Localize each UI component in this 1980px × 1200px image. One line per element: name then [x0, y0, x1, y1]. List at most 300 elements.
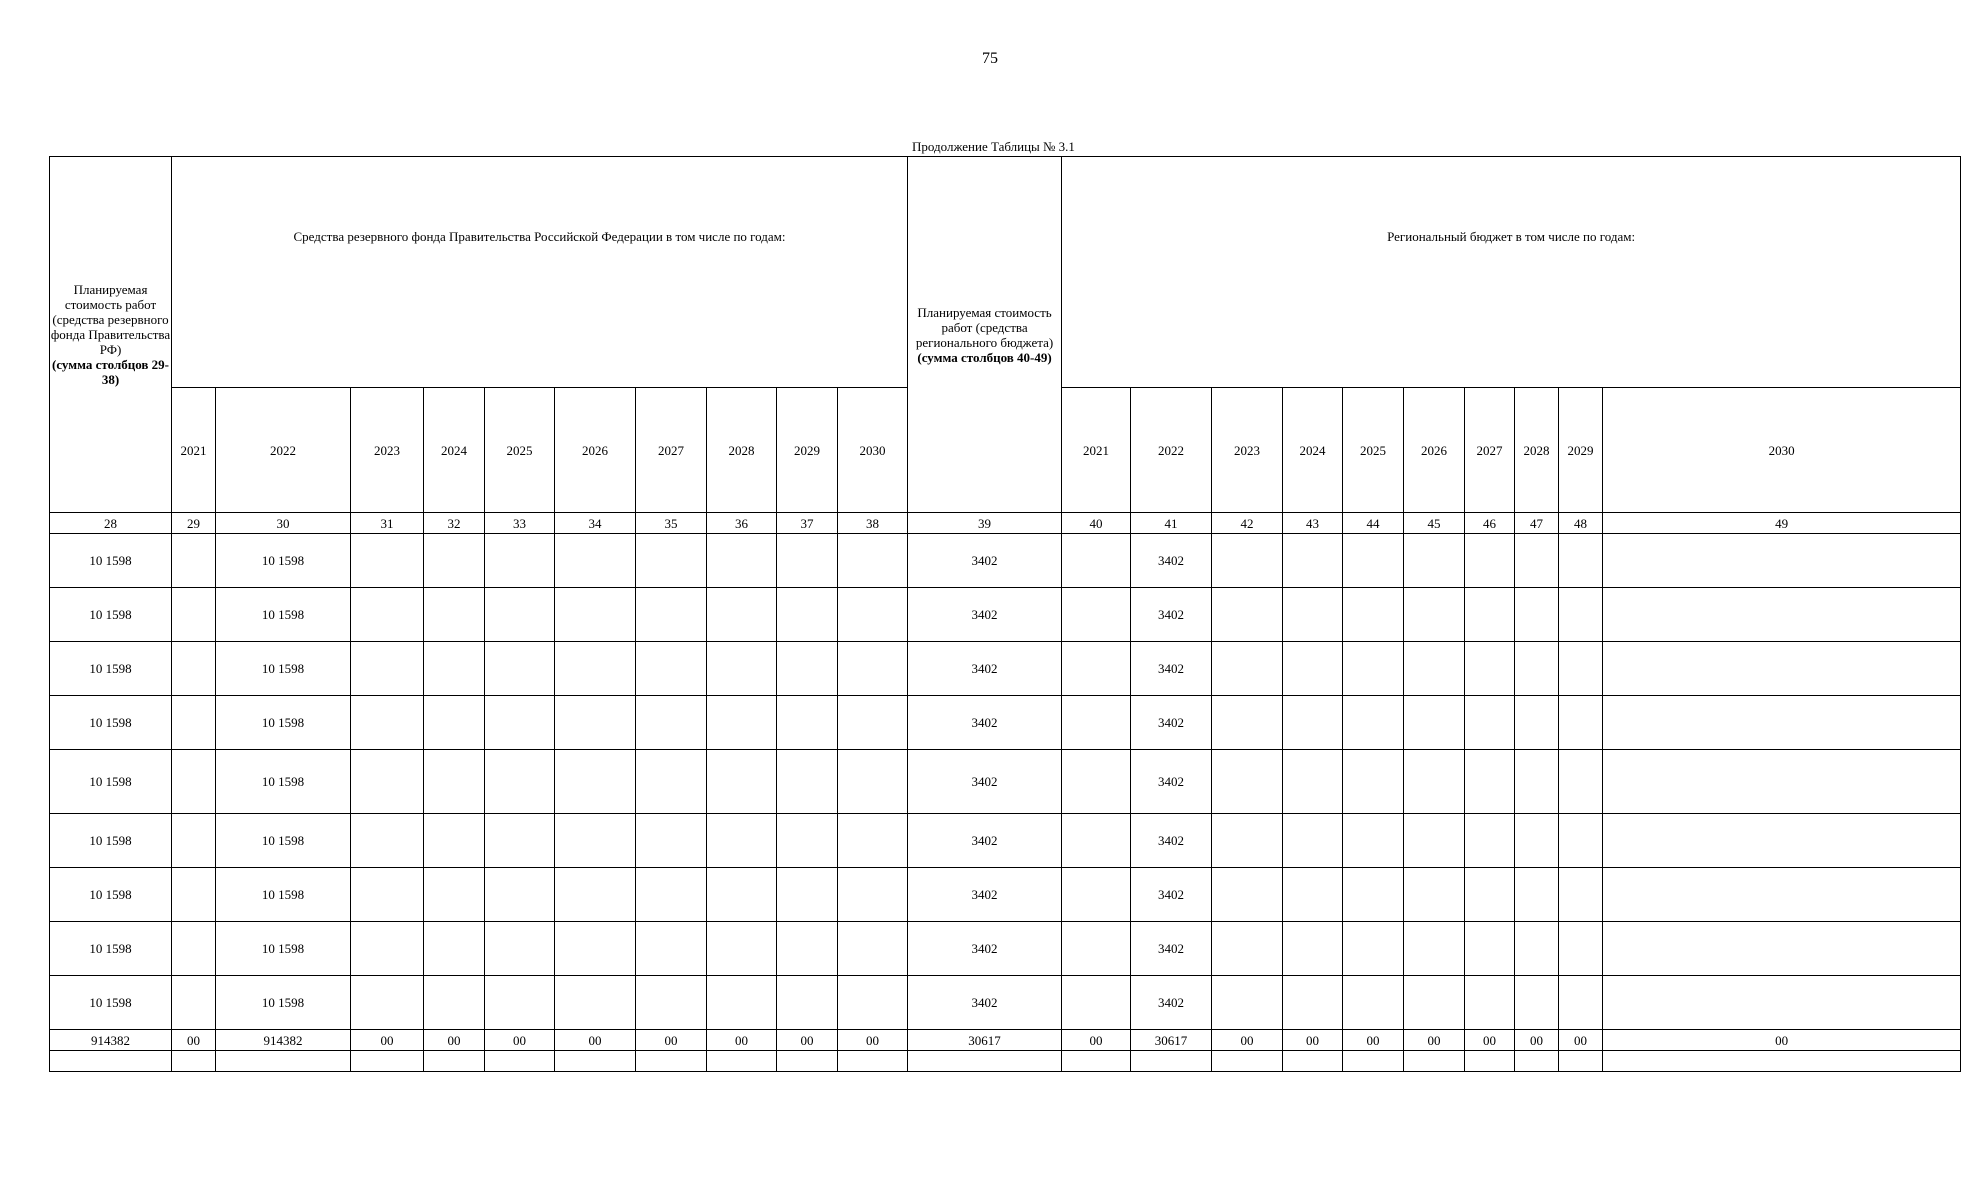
- table-cell: [172, 696, 216, 750]
- table-cell: [838, 976, 908, 1030]
- table-cell: [707, 868, 777, 922]
- table-cell: [1465, 642, 1515, 696]
- table-cell: [636, 922, 707, 976]
- table-cell: [636, 642, 707, 696]
- empty-row: [50, 1051, 1961, 1072]
- table-cell: 10 1598: [50, 922, 172, 976]
- table-cell: [1212, 588, 1283, 642]
- budget-table: [49, 156, 1961, 1072]
- year-header: 2028: [707, 388, 777, 513]
- table-cell: [1283, 642, 1343, 696]
- table-cell: 3402: [908, 750, 1062, 814]
- year-header: 2030: [1603, 388, 1961, 513]
- table-cell: 00: [777, 1030, 838, 1051]
- table-cell: [351, 814, 424, 868]
- table-cell: 10 1598: [216, 922, 351, 976]
- table-cell: [1465, 976, 1515, 1030]
- table-cell: [1465, 922, 1515, 976]
- table-cell: [1404, 750, 1465, 814]
- table-cell: [1283, 976, 1343, 1030]
- table-cell: [1404, 1051, 1465, 1072]
- table-cell: [555, 696, 636, 750]
- table-cell: [1515, 750, 1559, 814]
- table-cell: [1515, 814, 1559, 868]
- table-cell: [636, 696, 707, 750]
- table-cell: 3402: [908, 534, 1062, 588]
- table-cell: 39: [908, 513, 1062, 534]
- table-cell: 38: [838, 513, 908, 534]
- table-cell: [1559, 868, 1603, 922]
- table-cell: [424, 814, 485, 868]
- table-cell: 10 1598: [216, 696, 351, 750]
- table-cell: [1559, 922, 1603, 976]
- table-cell: [707, 696, 777, 750]
- table-cell: [1465, 696, 1515, 750]
- year-header: 2025: [1343, 388, 1404, 513]
- table-cell: [351, 642, 424, 696]
- table-cell: [1283, 814, 1343, 868]
- table-cell: [1515, 534, 1559, 588]
- table-cell: [485, 1051, 555, 1072]
- table-cell: [636, 588, 707, 642]
- table-cell: [485, 588, 555, 642]
- table-cell: [1515, 588, 1559, 642]
- table-cell: [1603, 642, 1961, 696]
- table-cell: [555, 588, 636, 642]
- table-cell: [838, 922, 908, 976]
- table-cell: 43: [1283, 513, 1343, 534]
- table-cell: [351, 922, 424, 976]
- table-cell: [1212, 642, 1283, 696]
- table-row: [50, 976, 1961, 1030]
- table-cell: [1404, 868, 1465, 922]
- table-cell: [351, 868, 424, 922]
- table-cell: 00: [1515, 1030, 1559, 1051]
- table-cell: [636, 814, 707, 868]
- table-cell: 3402: [1131, 588, 1212, 642]
- table-cell: [1559, 976, 1603, 1030]
- table-cell: 10 1598: [50, 868, 172, 922]
- table-cell: [485, 534, 555, 588]
- table-cell: 3402: [1131, 976, 1212, 1030]
- table-cell: [172, 534, 216, 588]
- table-cell: [1062, 696, 1131, 750]
- planned-cost-regional-text: Планируемая стоимость работ (средства регионального бюджета): [915, 304, 1054, 350]
- table-cell: 00: [351, 1030, 424, 1051]
- table-cell: [1343, 868, 1404, 922]
- table-cell: 10 1598: [216, 534, 351, 588]
- table-cell: 00: [636, 1030, 707, 1051]
- table-cell: 3402: [1131, 534, 1212, 588]
- table-cell: [1404, 976, 1465, 1030]
- year-header: 2022: [1131, 388, 1212, 513]
- table-cell: [424, 922, 485, 976]
- table-cell: [838, 814, 908, 868]
- year-header: 2022: [216, 388, 351, 513]
- table-cell: 914382: [216, 1030, 351, 1051]
- table-cell: [1283, 534, 1343, 588]
- table-cell: 3402: [1131, 642, 1212, 696]
- table-cell: 33: [485, 513, 555, 534]
- table-cell: [1062, 1051, 1131, 1072]
- table-cell: [707, 976, 777, 1030]
- table-cell: 30617: [908, 1030, 1062, 1051]
- table-cell: 40: [1062, 513, 1131, 534]
- table-cell: 00: [707, 1030, 777, 1051]
- table-cell: [1062, 642, 1131, 696]
- table-cell: [1465, 534, 1515, 588]
- table-cell: [485, 814, 555, 868]
- table-cell: 48: [1559, 513, 1603, 534]
- totals-row: [50, 1030, 1961, 1051]
- table-cell: 47: [1515, 513, 1559, 534]
- table-cell: [424, 750, 485, 814]
- table-cell: [351, 534, 424, 588]
- table-cell: 00: [1465, 1030, 1515, 1051]
- table-cell: [838, 588, 908, 642]
- table-cell: [1465, 750, 1515, 814]
- table-cell: [1062, 588, 1131, 642]
- table-cell: 49: [1603, 513, 1961, 534]
- table-cell: [485, 976, 555, 1030]
- table-cell: 10 1598: [50, 696, 172, 750]
- table-cell: 3402: [1131, 868, 1212, 922]
- table-cell: [1515, 1051, 1559, 1072]
- table-cell: [351, 976, 424, 1030]
- table-cell: [351, 588, 424, 642]
- table-cell: [1603, 976, 1961, 1030]
- table-cell: [636, 976, 707, 1030]
- table-cell: [1343, 976, 1404, 1030]
- table-cell: [1283, 922, 1343, 976]
- table-cell: [172, 750, 216, 814]
- table-cell: [1603, 534, 1961, 588]
- table-cell: [1465, 1051, 1515, 1072]
- reserve-fund-group-header: Средства резервного фонда Правительства Российской Федерации в том числе по годам:: [172, 157, 908, 388]
- table-cell: 10 1598: [216, 976, 351, 1030]
- table-cell: 10 1598: [50, 814, 172, 868]
- table-cell: [172, 588, 216, 642]
- table-cell: [777, 588, 838, 642]
- table-cell: [1343, 750, 1404, 814]
- table-cell: [485, 750, 555, 814]
- table-cell: 10 1598: [50, 976, 172, 1030]
- table-cell: [424, 588, 485, 642]
- table-cell: [707, 588, 777, 642]
- table-cell: [555, 534, 636, 588]
- table-cell: [1603, 1051, 1961, 1072]
- table-cell: 3402: [1131, 750, 1212, 814]
- table-cell: [908, 1051, 1062, 1072]
- year-header: 2021: [172, 388, 216, 513]
- table-cell: 34: [555, 513, 636, 534]
- table-cell: [636, 1051, 707, 1072]
- table-row: [50, 750, 1961, 814]
- table-cell: 3402: [908, 976, 1062, 1030]
- table-cell: [172, 1051, 216, 1072]
- table-cell: [1283, 1051, 1343, 1072]
- table-cell: [707, 1051, 777, 1072]
- table-cell: [1343, 814, 1404, 868]
- table-row: [50, 868, 1961, 922]
- table-cell: [838, 750, 908, 814]
- table-cell: 914382: [50, 1030, 172, 1051]
- table-cell: [707, 922, 777, 976]
- year-header: 2026: [1404, 388, 1465, 513]
- table-cell: 10 1598: [50, 750, 172, 814]
- table-cell: [838, 534, 908, 588]
- table-cell: 3402: [1131, 814, 1212, 868]
- table-cell: [1559, 1051, 1603, 1072]
- table-cell: [777, 534, 838, 588]
- table-cell: 28: [50, 513, 172, 534]
- table-cell: [485, 922, 555, 976]
- table-cell: [351, 1051, 424, 1072]
- planned-cost-regional-sum-note: (сумма столбцов 40-49): [917, 349, 1052, 365]
- table-cell: [1212, 1051, 1283, 1072]
- table-cell: [1559, 642, 1603, 696]
- page-number: 75: [982, 50, 998, 67]
- table-cell: 30: [216, 513, 351, 534]
- planned-cost-reserve-text: Планируемая стоимость работ (средства резервного фонда Правительства РФ): [50, 282, 171, 357]
- year-header: 2023: [351, 388, 424, 513]
- table-cell: 41: [1131, 513, 1212, 534]
- table-cell: [555, 814, 636, 868]
- table-cell: [1062, 750, 1131, 814]
- table-cell: 3402: [908, 642, 1062, 696]
- table-cell: 10 1598: [216, 588, 351, 642]
- table-cell: 3402: [908, 868, 1062, 922]
- table-cell: 10 1598: [216, 868, 351, 922]
- table-cell: [172, 868, 216, 922]
- table-row: [50, 696, 1961, 750]
- table-cell: [1559, 750, 1603, 814]
- table-cell: [1603, 588, 1961, 642]
- year-header: 2026: [555, 388, 636, 513]
- table-cell: [1515, 642, 1559, 696]
- table-cell: [777, 922, 838, 976]
- table-cell: 00: [1283, 1030, 1343, 1051]
- table-cell: [1603, 696, 1961, 750]
- table-cell: 00: [1603, 1030, 1961, 1051]
- year-header: 2025: [485, 388, 555, 513]
- year-header: 2023: [1212, 388, 1283, 513]
- table-cell: 3402: [908, 814, 1062, 868]
- table-cell: [216, 1051, 351, 1072]
- table-cell: [1343, 696, 1404, 750]
- table-cell: [1283, 588, 1343, 642]
- table-cell: [1283, 868, 1343, 922]
- table-cell: [1212, 976, 1283, 1030]
- year-header: 2029: [777, 388, 838, 513]
- table-cell: [838, 696, 908, 750]
- table-cell: [424, 642, 485, 696]
- table-cell: 42: [1212, 513, 1283, 534]
- table-cell: [777, 750, 838, 814]
- table-cell: [1212, 534, 1283, 588]
- year-header: 2027: [636, 388, 707, 513]
- table-cell: [351, 696, 424, 750]
- table-row: [50, 922, 1961, 976]
- table-cell: 10 1598: [216, 642, 351, 696]
- table-cell: [1212, 922, 1283, 976]
- table-cell: [1465, 868, 1515, 922]
- table-cell: [1404, 814, 1465, 868]
- table-cell: [1465, 814, 1515, 868]
- table-cell: [424, 1051, 485, 1072]
- year-header: 2028: [1515, 388, 1559, 513]
- table-cell: [1404, 922, 1465, 976]
- table-cell: [1559, 696, 1603, 750]
- table-cell: 00: [1212, 1030, 1283, 1051]
- table-cell: 00: [838, 1030, 908, 1051]
- table-cell: [1343, 1051, 1404, 1072]
- table-cell: 00: [424, 1030, 485, 1051]
- regional-budget-group-header: Региональный бюджет в том числе по годам:: [1062, 157, 1961, 388]
- table-cell: [424, 534, 485, 588]
- column-number-row: [50, 513, 1961, 534]
- table-cell: [1283, 696, 1343, 750]
- table-cell: [777, 976, 838, 1030]
- table-cell: [1343, 642, 1404, 696]
- planned-cost-reserve-header: [50, 157, 172, 513]
- table-caption: Продолжение Таблицы № 3.1: [912, 139, 1075, 154]
- table-cell: 35: [636, 513, 707, 534]
- table-cell: [777, 1051, 838, 1072]
- year-header: 2021: [1062, 388, 1131, 513]
- table-cell: 00: [1062, 1030, 1131, 1051]
- table-cell: [1603, 922, 1961, 976]
- table-cell: [172, 642, 216, 696]
- table-cell: [1515, 696, 1559, 750]
- table-cell: [1062, 976, 1131, 1030]
- planned-cost-regional-header: [908, 157, 1062, 513]
- table-cell: [555, 1051, 636, 1072]
- table-cell: [777, 696, 838, 750]
- table-cell: [1465, 588, 1515, 642]
- table-cell: [424, 868, 485, 922]
- table-cell: 36: [707, 513, 777, 534]
- table-cell: [485, 642, 555, 696]
- table-row: [50, 534, 1961, 588]
- table-cell: 10 1598: [216, 814, 351, 868]
- table-cell: 30617: [1131, 1030, 1212, 1051]
- table-cell: 00: [1343, 1030, 1404, 1051]
- table-row: [50, 588, 1961, 642]
- table-cell: [351, 750, 424, 814]
- table-cell: 29: [172, 513, 216, 534]
- table-cell: [1343, 534, 1404, 588]
- table-cell: [172, 976, 216, 1030]
- table-cell: [636, 750, 707, 814]
- table-cell: [1603, 750, 1961, 814]
- table-cell: [1212, 696, 1283, 750]
- year-header: 2024: [1283, 388, 1343, 513]
- table-cell: 00: [555, 1030, 636, 1051]
- table-cell: [707, 534, 777, 588]
- table-cell: [485, 696, 555, 750]
- year-header: 2024: [424, 388, 485, 513]
- table-cell: [1603, 868, 1961, 922]
- table-cell: 3402: [1131, 696, 1212, 750]
- table-cell: [172, 814, 216, 868]
- table-row: [50, 642, 1961, 696]
- table-cell: [1062, 534, 1131, 588]
- table-row: [50, 814, 1961, 868]
- table-cell: [1404, 588, 1465, 642]
- table-cell: 10 1598: [50, 642, 172, 696]
- table-cell: [1515, 922, 1559, 976]
- table-cell: [1212, 814, 1283, 868]
- table-cell: [555, 868, 636, 922]
- table-cell: 00: [1559, 1030, 1603, 1051]
- table-cell: 44: [1343, 513, 1404, 534]
- table-cell: [707, 750, 777, 814]
- table-cell: [1404, 534, 1465, 588]
- table-cell: [50, 1051, 172, 1072]
- table-cell: [1515, 868, 1559, 922]
- year-header: 2027: [1465, 388, 1515, 513]
- table-cell: [1131, 1051, 1212, 1072]
- table-cell: 10 1598: [216, 750, 351, 814]
- table-cell: [1404, 642, 1465, 696]
- table-cell: 10 1598: [50, 534, 172, 588]
- table-cell: [424, 696, 485, 750]
- table-cell: 32: [424, 513, 485, 534]
- table-cell: [424, 976, 485, 1030]
- table-cell: 37: [777, 513, 838, 534]
- table-cell: [555, 922, 636, 976]
- table-cell: [1343, 588, 1404, 642]
- table-cell: [636, 868, 707, 922]
- table-cell: [172, 922, 216, 976]
- table-cell: [777, 814, 838, 868]
- table-cell: [1062, 814, 1131, 868]
- table-cell: [707, 814, 777, 868]
- table-cell: 00: [485, 1030, 555, 1051]
- year-header: 2029: [1559, 388, 1603, 513]
- table-cell: [1062, 868, 1131, 922]
- table-cell: [1603, 814, 1961, 868]
- table-cell: [777, 642, 838, 696]
- year-header: 2030: [838, 388, 908, 513]
- table-cell: [777, 868, 838, 922]
- table-cell: [1559, 814, 1603, 868]
- table-cell: [1062, 922, 1131, 976]
- table-cell: 3402: [908, 588, 1062, 642]
- table-cell: 31: [351, 513, 424, 534]
- table-cell: [1559, 534, 1603, 588]
- table-body: [50, 513, 1961, 1072]
- planned-cost-reserve-sum-note: (сумма столбцов 29-38): [52, 357, 169, 387]
- table-cell: 3402: [908, 922, 1062, 976]
- table-cell: [707, 642, 777, 696]
- table-cell: [555, 976, 636, 1030]
- table-cell: 3402: [1131, 922, 1212, 976]
- table-cell: [1404, 696, 1465, 750]
- table-cell: [555, 642, 636, 696]
- table-cell: [838, 1051, 908, 1072]
- table-cell: 45: [1404, 513, 1465, 534]
- table-cell: 46: [1465, 513, 1515, 534]
- table-cell: [838, 642, 908, 696]
- table-cell: [1212, 868, 1283, 922]
- table-cell: 10 1598: [50, 588, 172, 642]
- table-cell: 00: [172, 1030, 216, 1051]
- table-cell: [636, 534, 707, 588]
- table-cell: [1283, 750, 1343, 814]
- table-cell: [1343, 922, 1404, 976]
